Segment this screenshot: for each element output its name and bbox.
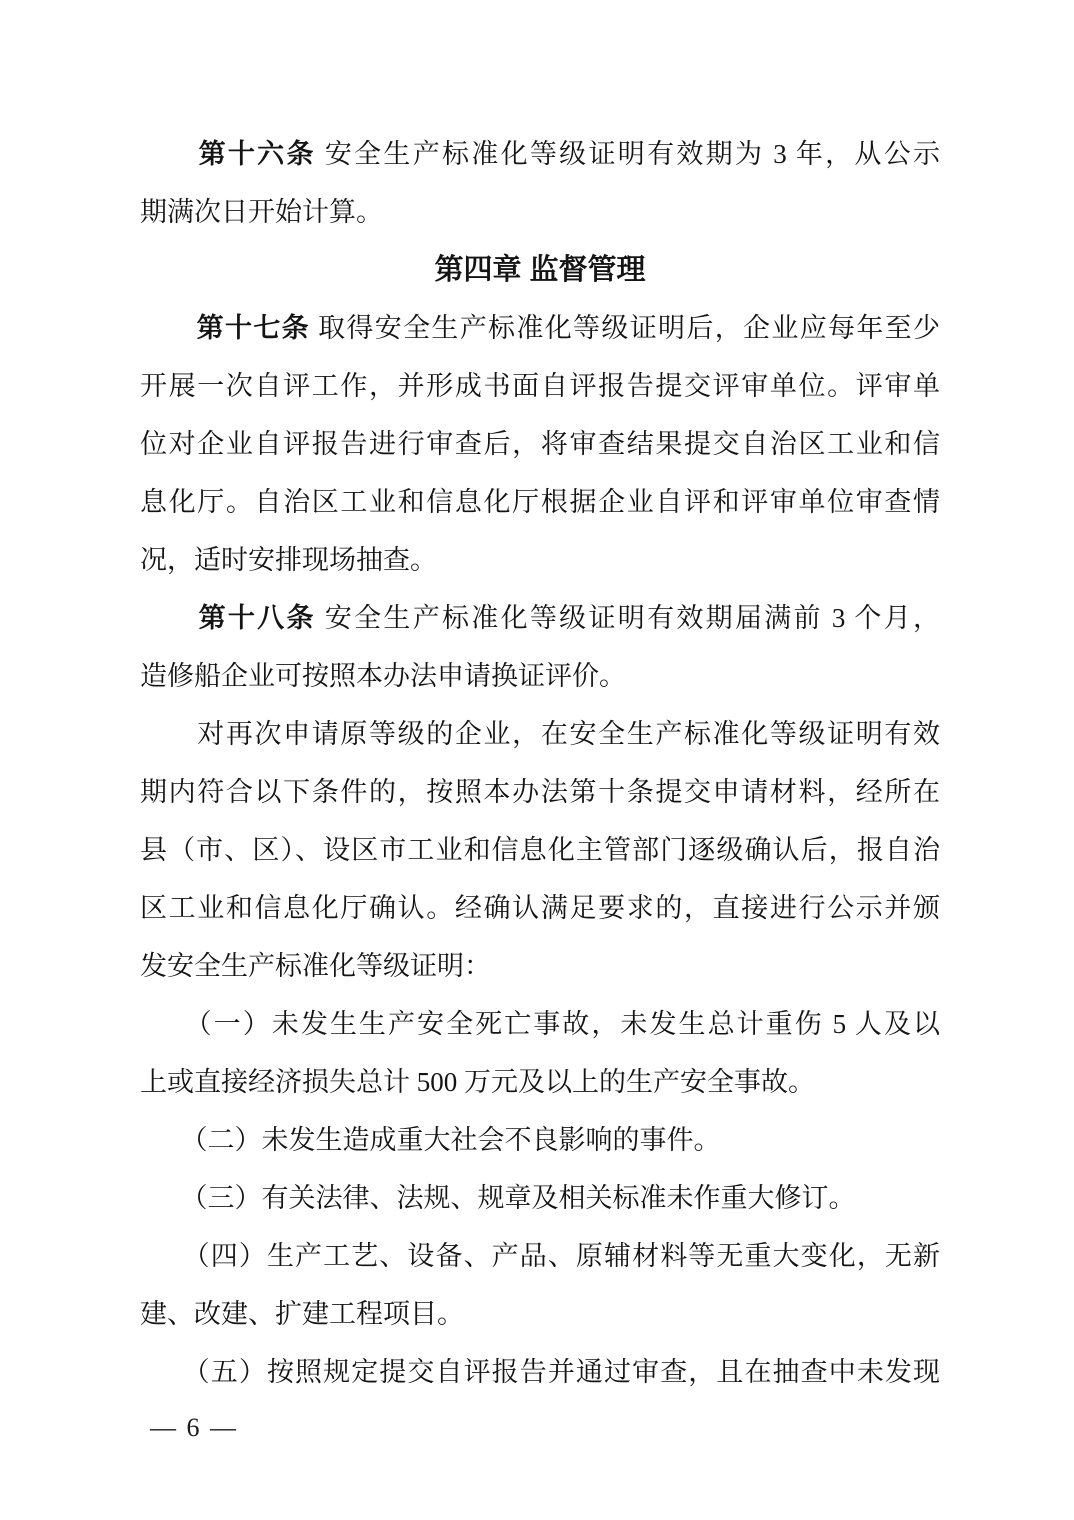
text-run: 安全生产标准化等级证明有效期届满前 3 个月， (315, 603, 941, 633)
text-run: 位对企业自评报告进行审查后，将审查结果提交自治区工业和信 (140, 429, 940, 459)
paragraph (140, 1111, 940, 1169)
text-line (140, 299, 940, 357)
text-run: 期满次日开始计算。 (140, 197, 383, 227)
text-line (140, 473, 940, 531)
text-line (140, 241, 940, 299)
text-line (140, 125, 940, 183)
paragraph (140, 1343, 940, 1401)
paragraph (140, 589, 940, 705)
chapter-heading (140, 241, 940, 299)
text-line (140, 415, 940, 473)
text-line (140, 1285, 940, 1343)
text-run: 安全生产标准化等级证明有效期为 3 年，从公示 (315, 139, 941, 169)
text-run: 建、改建、扩建工程项目。 (140, 1299, 464, 1329)
text-run: （四）生产工艺、设备、产品、原辅材料等无重大变化，无新 (140, 1241, 940, 1271)
text-line (140, 1227, 940, 1285)
text-run: 造修船企业可按照本办法申请换证评价。 (140, 661, 626, 691)
text-run: 开展一次自评工作，并形成书面自评报告提交评审单位。评审单 (140, 371, 940, 401)
text-run: （三）有关法律、法规、规章及相关标准未作重大修订。 (140, 1183, 856, 1213)
text-line (140, 705, 940, 763)
paragraph (140, 1227, 940, 1343)
text-line (140, 183, 940, 241)
text-line (140, 995, 940, 1053)
text-line (140, 879, 940, 937)
text-run (140, 313, 197, 343)
text-run: 对再次申请原等级的企业，在安全生产标准化等级证明有效 (140, 719, 940, 749)
text-run: （一）未发生生产安全死亡事故，未发生总计重伤 5 人及以 (140, 1009, 940, 1039)
text-line (140, 647, 940, 705)
article-number: 第四章 监督管理 (434, 254, 646, 286)
text-run (140, 139, 199, 169)
text-run: 况，适时安排现场抽查。 (140, 545, 437, 575)
text-line (140, 821, 940, 879)
paragraph (140, 299, 940, 589)
text-line (140, 1111, 940, 1169)
paragraph (140, 125, 940, 241)
text-run (140, 603, 199, 633)
article-number: 第十六条 (198, 139, 316, 169)
text-line (140, 937, 940, 995)
article-number: 第十八条 (198, 603, 316, 633)
text-run: 区工业和信息化厅确认。经确认满足要求的，直接进行公示并颁 (140, 893, 940, 923)
document-body (140, 125, 940, 1401)
paragraph (140, 995, 940, 1111)
text-run: 发安全生产标准化等级证明： (140, 951, 491, 981)
text-run: 取得安全生产标准化等级证明后，企业应每年至少 (310, 313, 941, 343)
text-run: 期内符合以下条件的，按照本办法第十条提交申请材料，经所在 (140, 777, 940, 807)
text-run: （二）未发生造成重大社会不良影响的事件。 (140, 1125, 721, 1155)
article-number: 第十七条 (196, 313, 310, 343)
text-line (140, 1343, 940, 1401)
paragraph (140, 1169, 940, 1227)
text-run: 息化厅。自治区工业和信息化厅根据企业自评和评审单位审查情 (140, 487, 940, 517)
text-line (140, 1169, 940, 1227)
text-run: 上或直接经济损失总计 500 万元及以上的生产安全事故。 (140, 1067, 815, 1097)
text-line (140, 1053, 940, 1111)
text-run: 县（市、区）、设区市工业和信息化主管部门逐级确认后，报自治 (140, 835, 940, 865)
page-number: — 6 — (150, 1413, 238, 1442)
text-line (140, 589, 940, 647)
text-line (140, 763, 940, 821)
text-line (140, 357, 940, 415)
text-run: （五）按照规定提交自评报告并通过审查，且在抽查中未发现 (140, 1357, 940, 1387)
text-line (140, 531, 940, 589)
paragraph (140, 705, 940, 995)
